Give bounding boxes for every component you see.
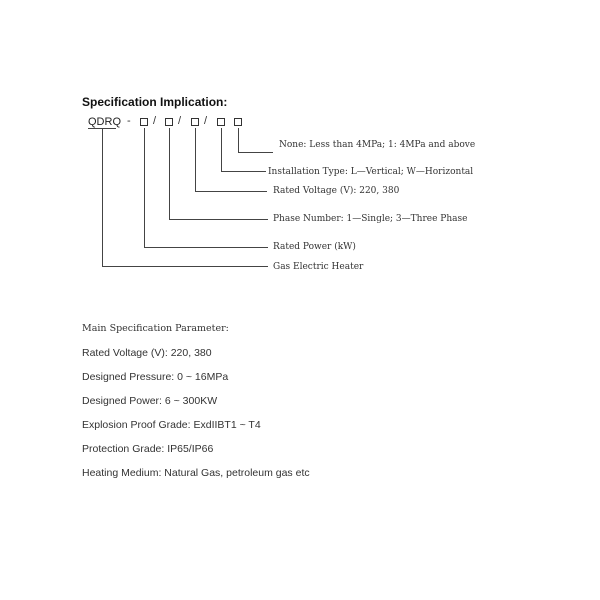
desc-power: Rated Power (kW) [273, 242, 356, 252]
spec-heading: Specification Implication: [82, 95, 228, 109]
desc-pressure: None: Less than 4MPa; 1: 4MPa and above [279, 140, 476, 150]
code-box-power [140, 118, 148, 126]
desc-heater: Gas Electric Heater [273, 262, 364, 272]
param-designed-pressure: Designed Pressure: 0 ~ 16MPa [82, 371, 229, 383]
model-slash: / [153, 115, 157, 127]
desc-voltage: Rated Voltage (V): 220, 380 [273, 186, 400, 196]
leader-horizontal [221, 171, 266, 172]
leader-horizontal [195, 191, 267, 192]
leader-vertical [144, 128, 145, 248]
code-box-pressure [234, 118, 242, 126]
leader-vertical [169, 128, 170, 220]
param-rated-voltage: Rated Voltage (V): 220, 380 [82, 347, 212, 359]
leader-horizontal [169, 219, 268, 220]
code-box-phase [165, 118, 173, 126]
leader-vertical [238, 128, 239, 153]
leader-vertical [195, 128, 196, 192]
leader-vertical [221, 128, 222, 172]
model-dash: - [127, 115, 131, 127]
param-explosion-proof: Explosion Proof Grade: ExdIIBT1 ~ T4 [82, 419, 261, 431]
model-prefix: QDRQ [88, 116, 121, 128]
param-protection-grade: Protection Grade: IP65/IP66 [82, 443, 214, 455]
params-title: Main Specification Parameter: [82, 323, 229, 334]
code-box-voltage [191, 118, 199, 126]
leader-vertical [102, 128, 103, 267]
param-designed-power: Designed Power: 6 ~ 300KW [82, 395, 218, 407]
leader-horizontal [144, 247, 268, 248]
model-slash: / [204, 115, 208, 127]
desc-phase: Phase Number: 1—Single; 3—Three Phase [273, 214, 468, 224]
code-box-installation [217, 118, 225, 126]
param-heating-medium: Heating Medium: Natural Gas, petroleum gas etc [82, 467, 310, 479]
leader-horizontal [238, 152, 273, 153]
desc-installation: Installation Type: L—Vertical; W—Horizontal [268, 167, 474, 177]
model-slash: / [178, 115, 182, 127]
leader-horizontal [102, 266, 268, 267]
